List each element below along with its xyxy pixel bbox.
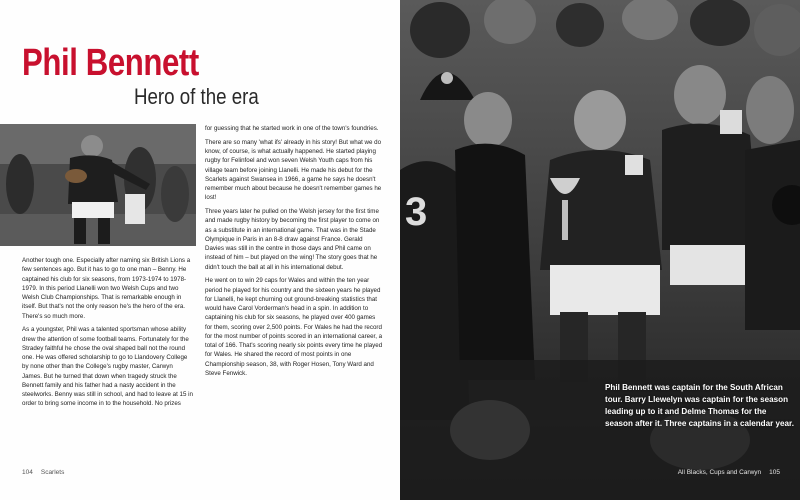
body-paragraph: There are so many 'what ifs' already in his story! But what we do know, of course, is what actually happened. He started playing rugby for Felinfoel and won seven Welsh Youth caps from his village team before joining Llanelli. He made his debut for the Scarlets against Swansea in 1966, a game he says he doesn't remember much about because he doesn't remember games he lost! <box>205 138 382 202</box>
body-paragraph: As a youngster, Phil was a talented sportsman whose ability drew the attention of some football teams. Fortunately for the Stradey faithful he chose the oval shaped ball not the round one. He was offered scholarship to go to Llandovery College by none other than the College's rugby master, Carwyn James. But he turned that down when tragedy struck the Bennett family and his father had a nasty accident in the steelworks. Benny was still in school, and had to leave at 15 in order to bring some income in to the household. No prizes <box>22 326 193 408</box>
folio-left <box>22 469 72 476</box>
body-paragraph: He went on to win 29 caps for Wales and within the ten year period he played for his country and the sixteen years he played for Llanelli, he kept churning out ground-breaking statistics that would have Carol Vorderman's head in a spin. In addition to captaining his club for six seasons, he played over 400 games for them, scoring over 2,500 points. For Wales he had the record for the most number of points scored in an international career, a total of 166. That's scoring nearly six points every time he played for Wales. He shared the record of most points in one Championship season, 38, with Roger Hosen, Tony Ward and Steve Fenwick. <box>205 277 383 377</box>
running-head: All Blacks, Cups and Carwyn <box>677 469 762 476</box>
body-paragraph: for guessing that he started work in one of the town's foundries. <box>205 125 379 132</box>
body-paragraph: Another tough one. Especially after naming six British Lions a few sentences ago. But it has to go to one man – Benny. He captained his club for six seasons, from 1973-1974 to 1978-1979. In this period Llanelli won two Welsh Cups and two Welsh Club Championships. That is remarkable enough in itself. But that's not the only reason he's the hero of the era. There's so much more. <box>22 257 191 320</box>
body-column-b <box>205 124 383 383</box>
right-page-photo <box>400 0 800 500</box>
photo-caption: Phil Bennett was captain for the South African tour. Barry Llewelyn was captain for the season leading up to it and Delme Thomas for the season after it. Three captains in a calendar year. <box>605 383 794 428</box>
svg-text:3: 3 <box>405 190 428 234</box>
page-title: Phil Bennett <box>22 42 199 84</box>
rugby-action-photo <box>0 124 196 246</box>
folio-right <box>670 469 780 476</box>
body-column-a <box>22 256 193 413</box>
body-paragraph: Three years later he pulled on the Welsh jersey for the first time and made rugby history by becoming the first player to come on as a substitute in an international game. That was in the Stade Olympique in Paris in an 8-8 draw against France. Gerald Davies was still in the centre in those days and Phil came on instead of him – but played on the wing! The story goes that he didn't touch the ball at all in his international debut. <box>205 208 380 271</box>
running-head: Scarlets <box>40 469 65 476</box>
page-subtitle: Hero of the era <box>134 84 259 109</box>
page-number: 104 <box>22 469 33 476</box>
page-number: 105 <box>769 469 780 476</box>
